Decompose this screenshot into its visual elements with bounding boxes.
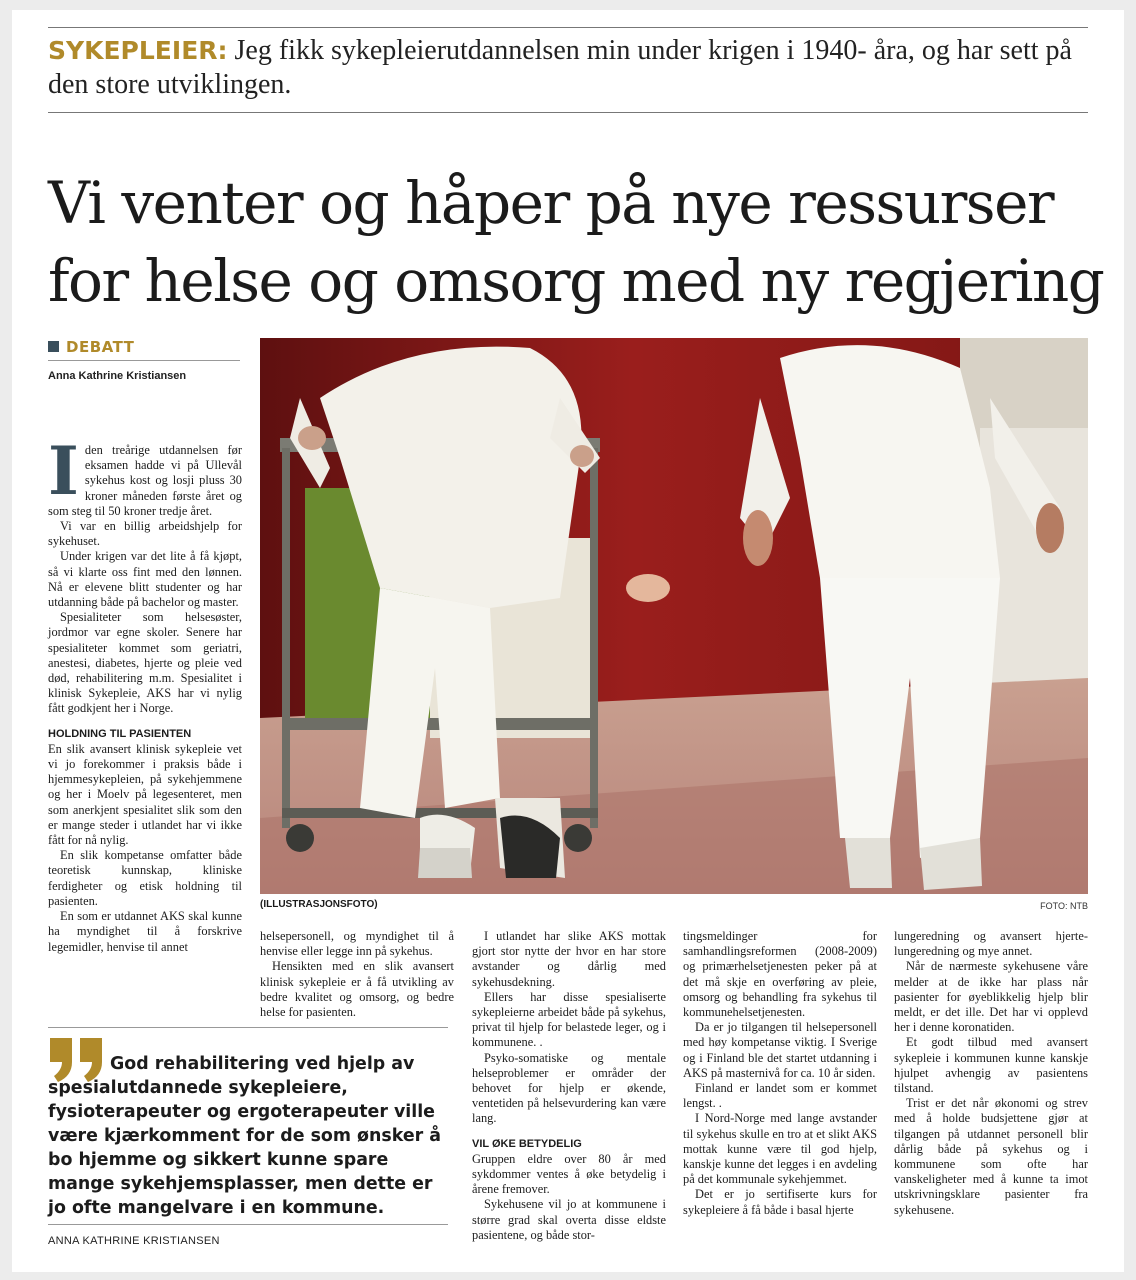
paragraph: Et godt tilbud med avansert sykepleie i kommunen kunne kanskje hjulpet avhengig av pasientens tilstand. [894,1035,1088,1096]
paragraph: Når de nærmeste sykehusene våre melder at de ikke har plass når pasienter for øyeblikkelig hjelp blir meldt, er det ille. Det har vi opplevd her i denne koronatiden. [894,959,1088,1035]
paragraph: En som er utdannet AKS skal kunne ha myndighet til å forskrive legemidler, henvise til annet [48,909,242,954]
subheading: HOLDNING TIL PASIENTEN [48,727,192,740]
pullquote-text: God rehabilitering ved hjelp av spesialutdannede sykepleiere, fysioterapeuter og ergoterapeuter ville være kjærkomment for de som ønsker å bo hjemme og sikkert kunne spare mange sykehjemsplasser, men dette er jo ofte mangelvare i en kommune. [48,1054,441,1218]
paragraph: Hensikten med en slik avansert klinisk sykepleie er å få utvikling av bedre kvalitet og omsorg, og bedre helse for pasienten. [260,959,454,1020]
column-2 [260,929,454,1020]
kicker [48,34,1088,102]
pullquote-bottom-rule [48,1224,448,1225]
kicker-lead: SYKEPLEIER: [48,36,228,65]
top-rule [48,27,1088,28]
pullquote-author: ANNA KATHRINE KRISTIANSEN [48,1235,220,1247]
paragraph: Det er jo sertifiserte kurs for sykepleiere å få både i basal hjerte [683,1187,877,1217]
section-label-text: DEBATT [66,338,135,356]
section-square-icon [48,341,59,352]
paragraph: I utlandet har slike AKS mottak gjort stor nytte der hvor en har store avstander og dårlig med sykehusdekning. [472,929,666,989]
paragraph: En slik avansert klinisk sykepleie vet vi jo forekommer i praksis både i hjemmesykepleien, på sykehjemmene og her i Moelv på legesenteret, men som anerkjent spesialitet slik som den er mange steder i utlandet har vi ikke fått for nå nylig. [48,741,242,848]
headline-line-1: Vi venter og håper på nye ressurser [48,169,1054,237]
paragraph: Trist er det når økonomi og strev med å holde budsjettene gjør at tilgangen på utdannet personell blir dårlig både på sykehus og i kommunene som ofte har vanskeligheter med å kunne ta imot utskrivningsklare pasienter fra sykehusene. [894,1096,1088,1217]
paragraph-text: den treårige utdannelsen før eksamen hadde vi på Ullevål sykehus kost og losji pluss 30 kroner måneden første året og som steg til 50 kroner tredje året. [48,443,242,518]
pullquote-rule [48,1027,448,1028]
kicker-rule [48,112,1088,113]
photo-credit: FOTO: NTB [1040,901,1088,911]
paragraph: Gruppen eldre over 80 år med sykdommer ventes å øke betydelig i årene fremover. [472,1151,666,1197]
paragraph: Vi var en billig arbeidshjelp for sykehuset. [48,519,242,549]
paragraph: Ellers har disse spesialiserte sykepleierne arbeidet både på sykehus, privat til hjelp for belastede leger, og i kommunene. . [472,989,666,1050]
byline: Anna Kathrine Kristiansen [48,370,187,382]
column-1 [48,432,242,955]
nurses-corridor-illustration [260,338,1088,894]
paragraph: Under krigen var det lite å få kjøpt, så vi klarte oss fint med den lønnen. Nå er elevene blitt studenter og har utdanning både på bachelor og master. [48,549,242,610]
column-3 [472,929,666,1243]
paragraph: tingsmeldinger for samhandlingsreformen (2008-2009) og primærhelsetjenesten peker på at det må skje en overføring av pleie, omsorg og behandling fra sykehus til kommunehelsetjenesten. [683,929,877,1020]
column-4 [683,929,877,1218]
paragraph: helsepersonell, og myndighet til å henvise eller legge inn på sykehus. [260,929,454,959]
section-label [48,338,134,356]
paragraph: lungeredning og avansert hjerte-lungeredning og mye annet. [894,929,1088,959]
photo-caption: (ILLUSTRASJONSFOTO) [260,899,378,910]
paragraph: I Nord-Norge med lange avstander til sykehus skulle en tro at et slikt AKS mottak kunne være til god hjelp, kanskje kunne det legges i en avdeling på det kommunale sykehjemmet. [683,1111,877,1187]
paragraph: Finland er landet som er kommet lengst. . [683,1081,877,1111]
column-5 [894,929,1088,1218]
subheading: VIL ØKE BETYDELIG [472,1137,582,1150]
paragraph: Da er jo tilgangen til helsepersonell med høy kompetanse viktig. I Sverige og i Finland ble det startet utdanning i AKS på masternivå for ca. 10 år siden. [683,1020,877,1080]
paragraph [48,432,242,519]
section-rule [48,360,240,361]
paragraph: Sykehusene vil jo at kommunene i større grad skal overta disse eldste pasientene, og både stor- [472,1197,666,1242]
headline-line-2: for helse og omsorg med ny regjering [48,247,1104,315]
paragraph: En slik kompetanse omfatter både teoretisk kunnskap, kliniske ferdigheter og etisk holdning til pasienten. [48,848,242,908]
paragraph: Psyko-somatiske og mentale helseproblemer er områder der behovet for hjelp er økende, ventetiden på helsevurdering kan være lang. [472,1050,666,1126]
dropcap: I [48,432,79,510]
paragraph: Spesialiteter som helsesøster, jordmor var egne skoler. Senere har spesialiteter kommet som geriatri, anestesi, diabetes, hjerte og pleie ved død, rehabilitering m.m. Spesialitet i klinisk Sykepleie, AKS har vi nylig fått godkjent her i Norge. [48,610,242,716]
headline [48,164,1108,320]
article-photo [260,338,1088,894]
kicker-text: Jeg fikk sykepleierutdannelsen min under krigen i 1940- åra, og har sett på den store utviklingen. [48,35,1072,100]
